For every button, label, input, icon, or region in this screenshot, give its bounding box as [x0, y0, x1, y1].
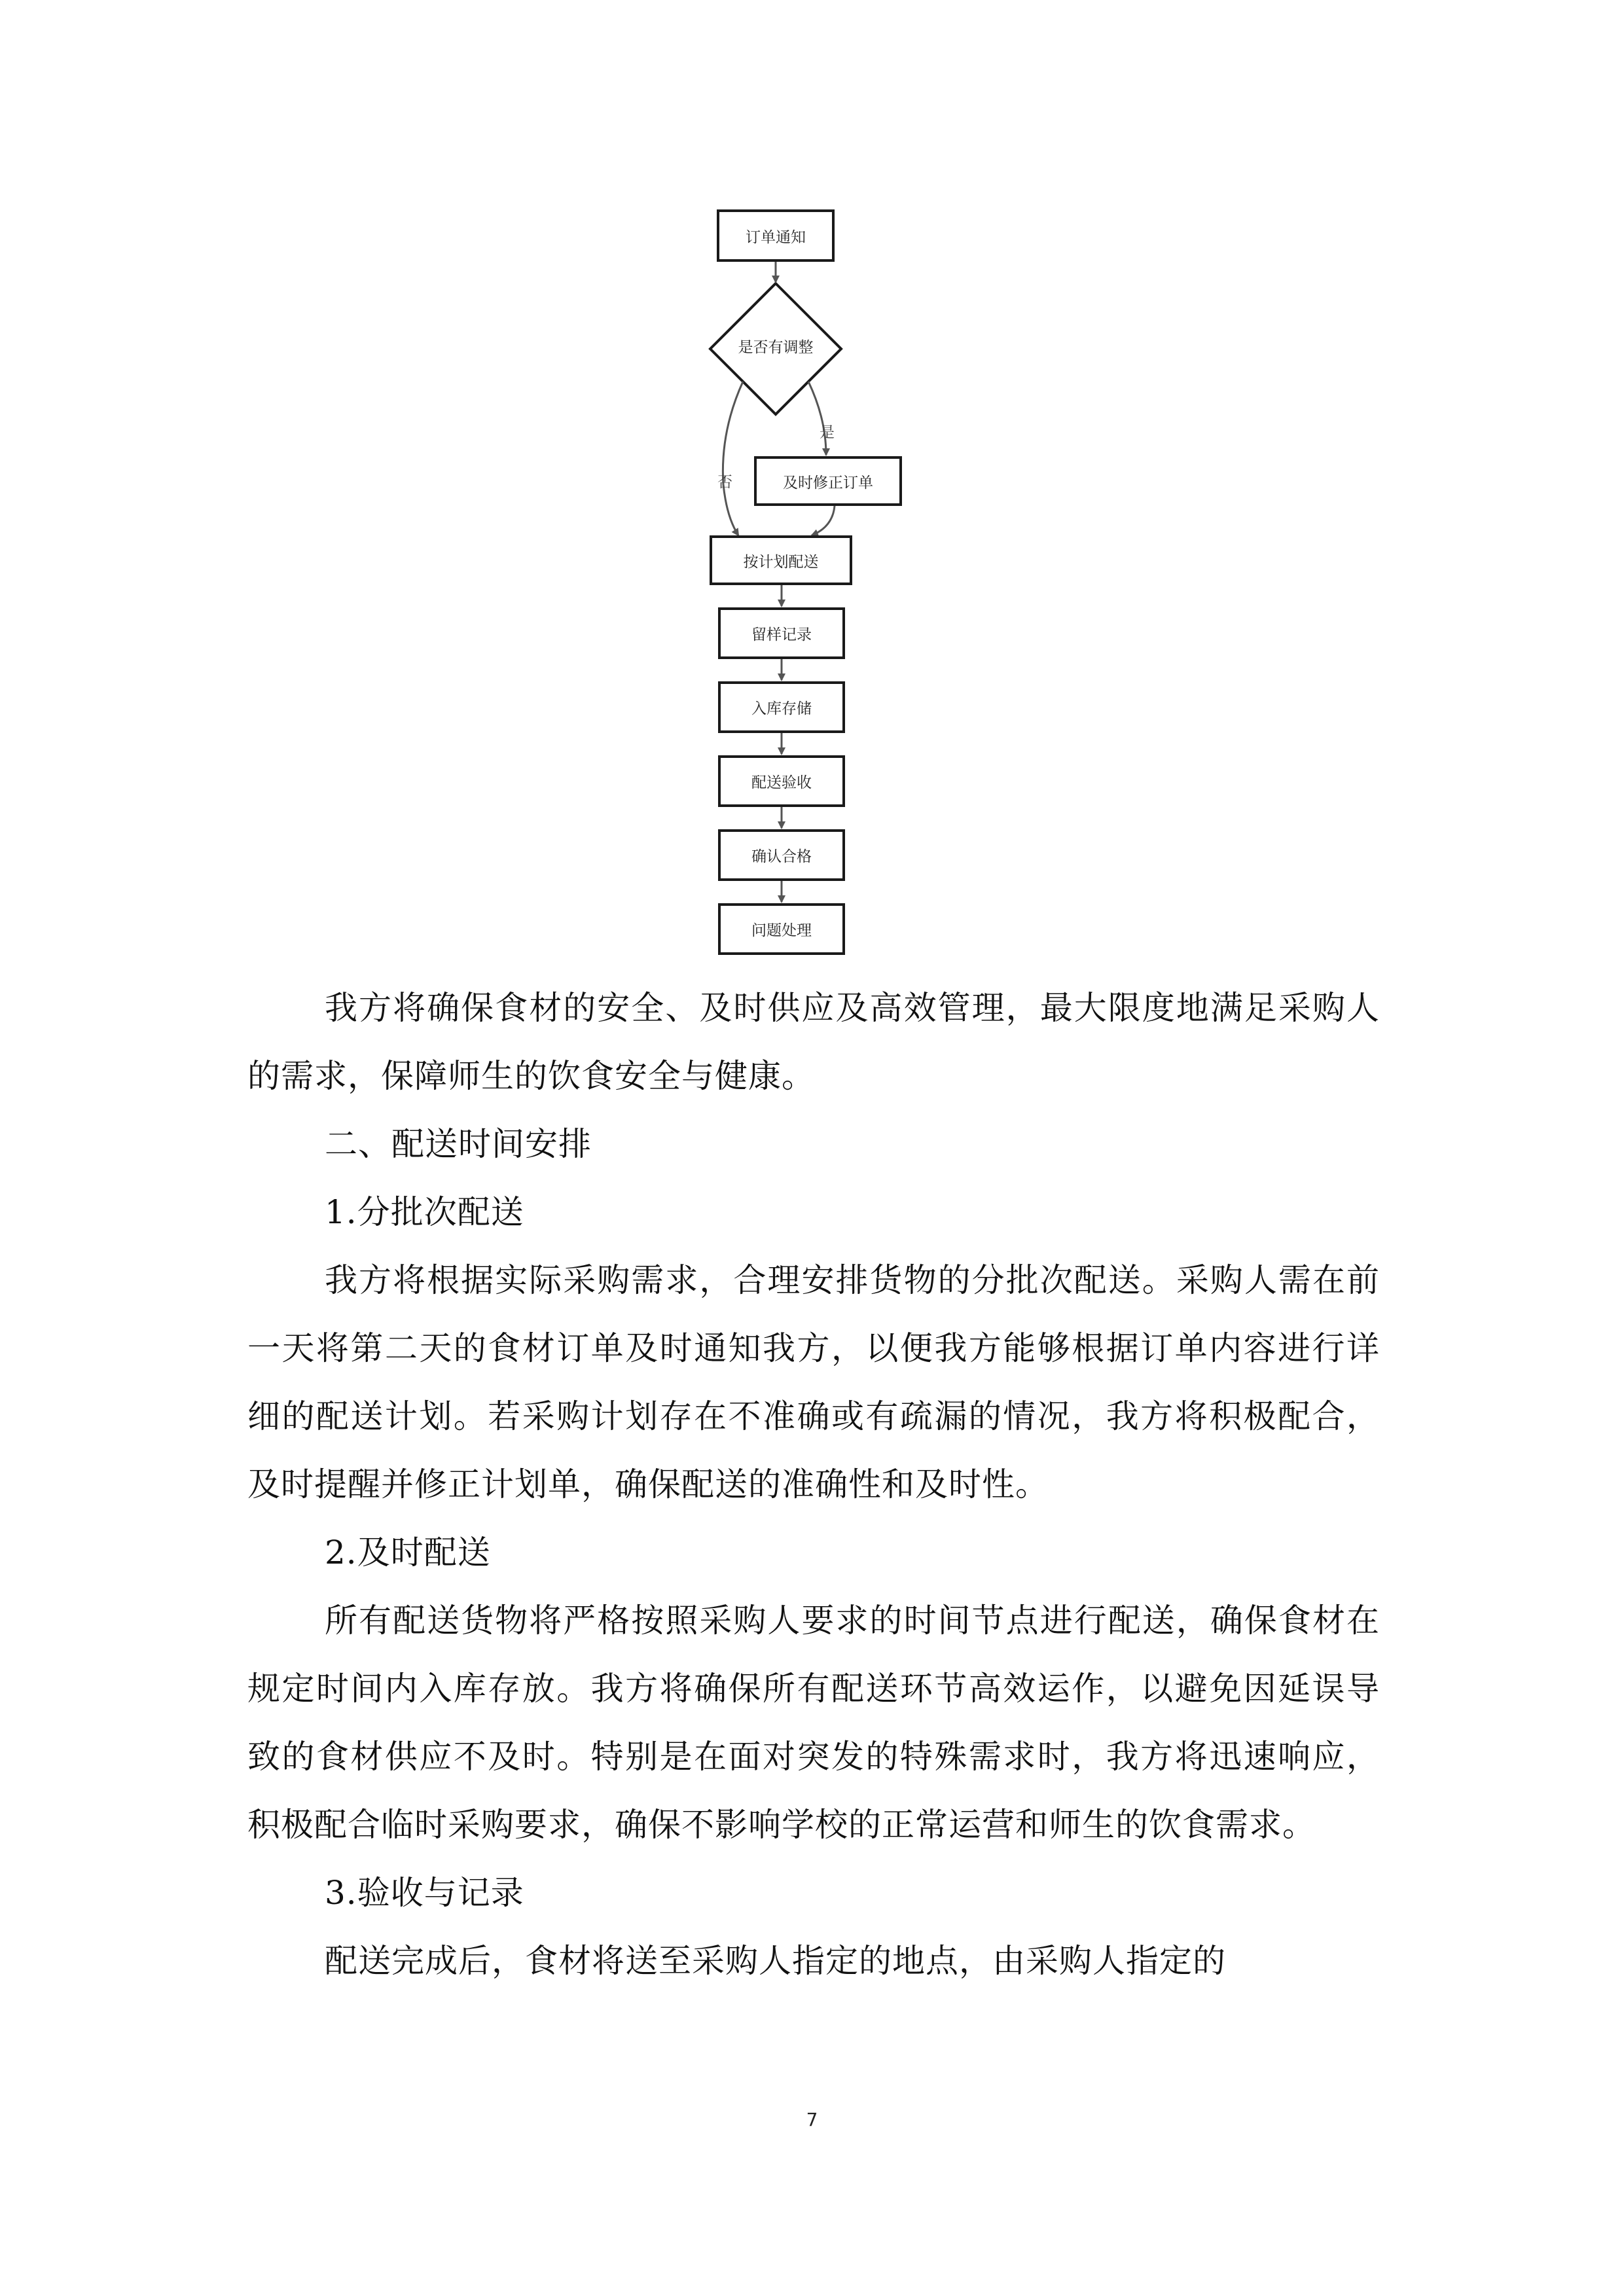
warehouse-storage-box: 入库存储: [718, 681, 845, 733]
planned-delivery-box: 按计划配送: [710, 535, 852, 585]
order-notice-box: 订单通知: [717, 209, 835, 262]
body-text: [247, 974, 1380, 1995]
arrow-revise-to-delivery: [812, 506, 835, 535]
subheading-acceptance-record: 3.验收与记录: [325, 1874, 524, 1912]
paragraph-acceptance-record: 配送完成后，食材将送至采购人指定的地点，由采购人指定的: [325, 1942, 1226, 1980]
issue-handling-box: 问题处理: [718, 903, 845, 955]
confirm-qualified-box: 确认合格: [718, 829, 845, 881]
section-heading-delivery-schedule: 二、配送时间安排: [325, 1125, 592, 1163]
yes-label: 是: [820, 424, 835, 441]
paragraph-timely-delivery: 所有配送货物将严格按照采购人要求的时间节点进行配送，确保食材在规定时间内入库存放。我方将确保所有配送环节高效运作，以避免因延误导致的食材供应不及时。特别是在面对突发的特殊需求时，我方将迅速响应，积极配合临时采购要求，确保不影响学校的正常运营和师生的饮食需求。: [247, 1602, 1380, 1844]
flowchart: [0, 0, 1624, 982]
no-label: 否: [717, 474, 732, 491]
decision-label: 是否有调整: [738, 339, 814, 356]
paragraph-batch-delivery: 我方将根据实际采购需求，合理安排货物的分批次配送。采购人需在前一天将第二天的食材订单及时通知我方，以便我方能够根据订单内容进行详细的配送计划。若采购计划存在不准确或有疏漏的情况，我方将积极配合，及时提醒并修正计划单，确保配送的准确性和及时性。: [247, 1261, 1380, 1503]
subheading-timely-delivery: 2.及时配送: [325, 1534, 491, 1571]
arrow-no-to-delivery: [723, 382, 743, 535]
arrow-yes-to-revise: [808, 382, 826, 455]
revise-order-box: 及时修正订单: [754, 456, 902, 506]
subheading-batch-delivery: 1.分批次配送: [325, 1193, 524, 1231]
page-number: 7: [806, 2109, 818, 2130]
delivery-acceptance-box: 配送验收: [718, 755, 845, 807]
sample-record-box: 留样记录: [718, 607, 845, 659]
paragraph-summary: 我方将确保食材的安全、及时供应及高效管理，最大限度地满足采购人的需求，保障师生的饮食安全与健康。: [247, 989, 1380, 1095]
